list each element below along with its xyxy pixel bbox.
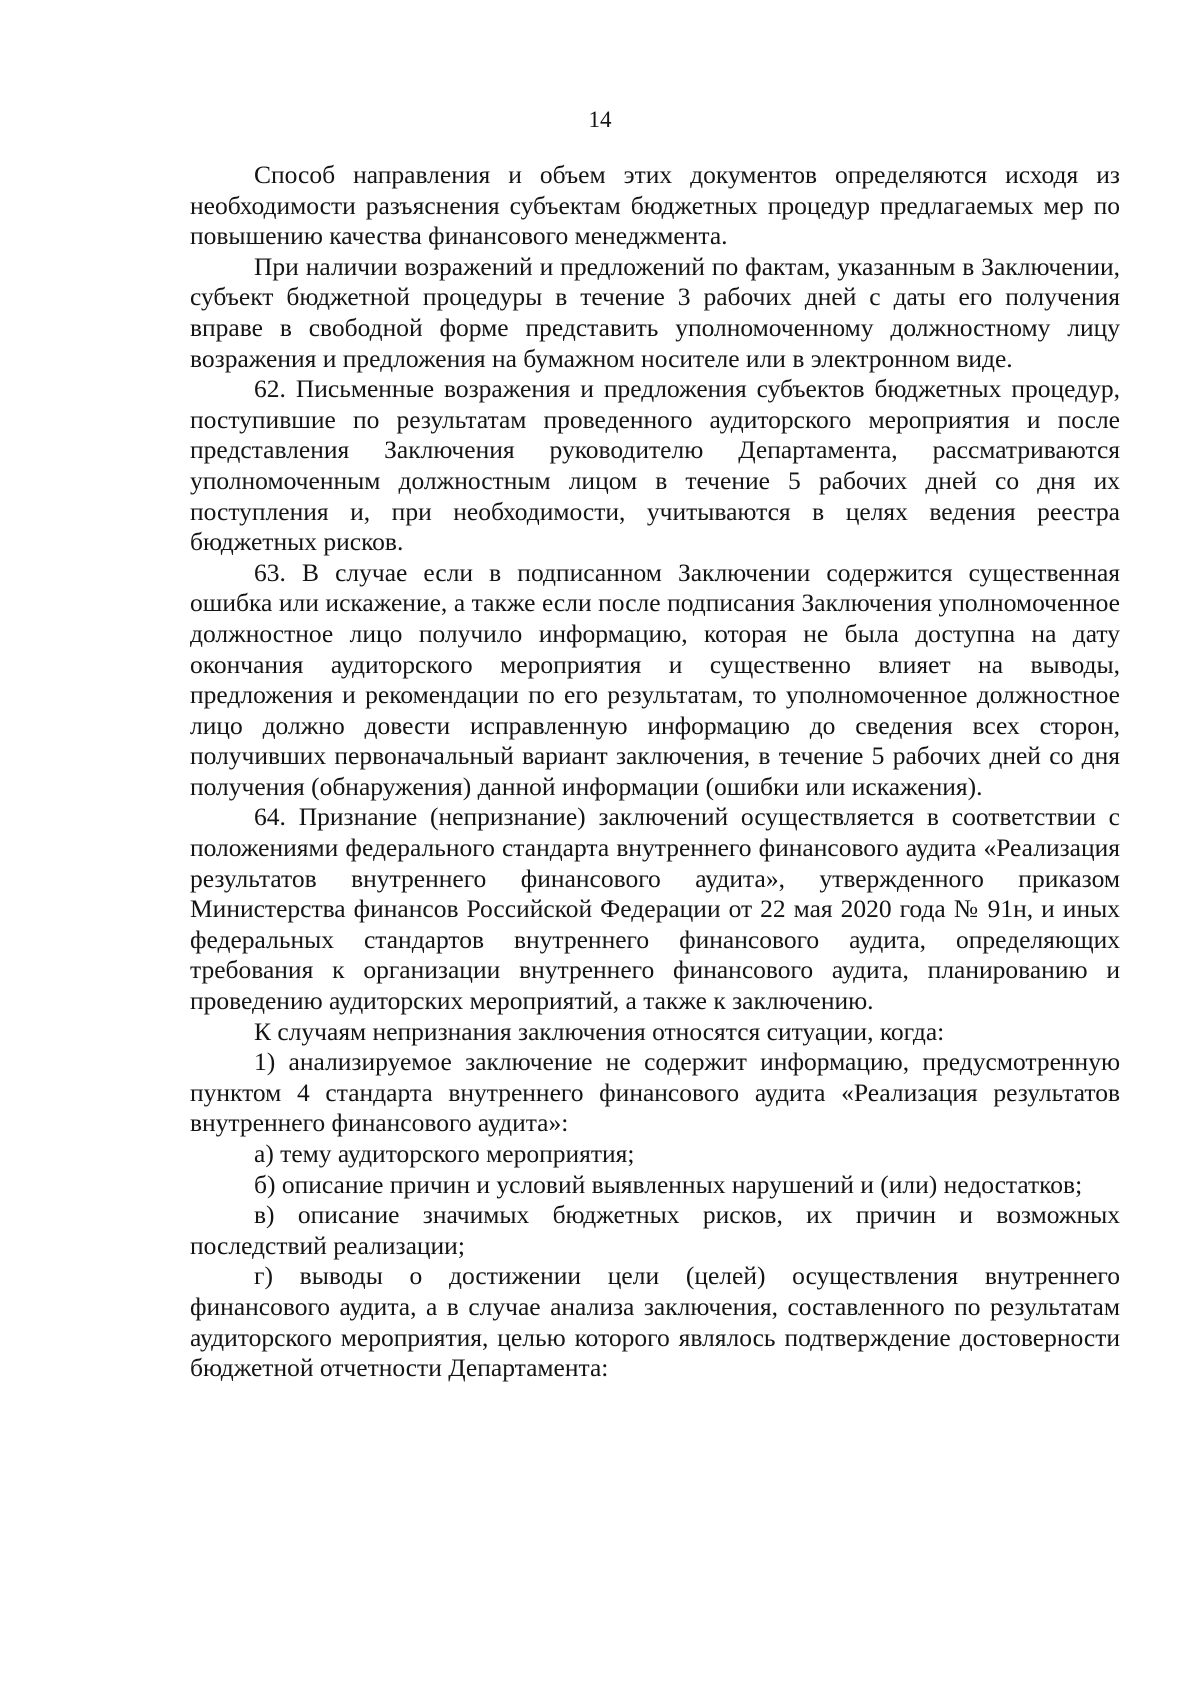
list-item-b: б) описание причин и условий выявленных нарушений и (или) недостатков; bbox=[254, 1169, 1083, 1199]
list-item-g: г) выводы о достижении цели (целей) осуществления внутреннего финансового аудита, а в случае анализа заключения, составленного по результатам аудиторского мероприятия, целью которого являлось подтверждение достоверности бюджетной отчетности Департамента: bbox=[190, 1261, 1120, 1383]
list-item-1: 1) анализируемое заключение не содержит информацию, предусмотренную пунктом 4 стандарта внутреннего финансового аудита «Реализация результатов внутреннего финансового аудита»: bbox=[190, 1047, 1120, 1138]
document-body bbox=[190, 160, 1120, 1384]
list-item-a: а) тему аудиторского мероприятия; bbox=[254, 1139, 635, 1168]
paragraph-62: 62. Письменные возражения и предложения субъектов бюджетных процедур, поступившие по результатам проведенного аудиторского мероприятия и после представления Заключения руководителю Департамента, рассматриваются уполномоченным должностным лицом в течение 5 рабочих дней со дня их поступления и, при необходимости, учитываются в целях ведения реестра бюджетных рисков. bbox=[190, 374, 1120, 557]
page-number: 14 bbox=[588, 107, 612, 132]
paragraph-objections: При наличии возражений и предложений по фактам, указанным в Заключении, субъект бюджетной процедуры в течение 3 рабочих дней с даты его получения вправе в свободной форме представить уполномоченному должностному лицу возражения и предложения на бумажном носителе или в электронном виде. bbox=[190, 251, 1120, 373]
paragraph-documents-method: Способ направления и объем этих документов определяются исходя из необходимости разъяснения субъектам бюджетных процедур предлагаемых мер по повышению качества финансового менеджмента. bbox=[190, 160, 1120, 251]
paragraph-64: 64. Признание (непризнание) заключений осуществляется в соответствии с положениями федерального стандарта внутреннего финансового аудита «Реализация результатов внутреннего финансового аудита», утвержденного приказом Министерства финансов Российской Федерации от 22 мая 2020 года № 91н, и иных федеральных стандартов внутреннего финансового аудита, определяющих требования к организации внутреннего финансового аудита, планированию и проведению аудиторских мероприятий, а также к заключению. bbox=[190, 802, 1120, 1016]
list-item-v: в) описание значимых бюджетных рисков, их причин и возможных последствий реализации; bbox=[190, 1200, 1120, 1260]
paragraph-63: 63. В случае если в подписанном Заключении содержится существенная ошибка или искажение, а также если после подписания Заключения уполномоченное должностное лицо получило информацию, которая не была доступна на дату окончания аудиторского мероприятия и существенно влияет на выводы, предложения и рекомендации по его результатам, то уполномоченное должностное лицо должно довести исправленную информацию до сведения всех сторон, получивших первоначальный вариант заключения, в течение 5 рабочих дней со дня получения (обнаружения) данной информации (ошибки или искажения). bbox=[190, 557, 1120, 801]
paragraph-non-recognition-cases: К случаям непризнания заключения относятся ситуации, когда: bbox=[254, 1016, 945, 1046]
